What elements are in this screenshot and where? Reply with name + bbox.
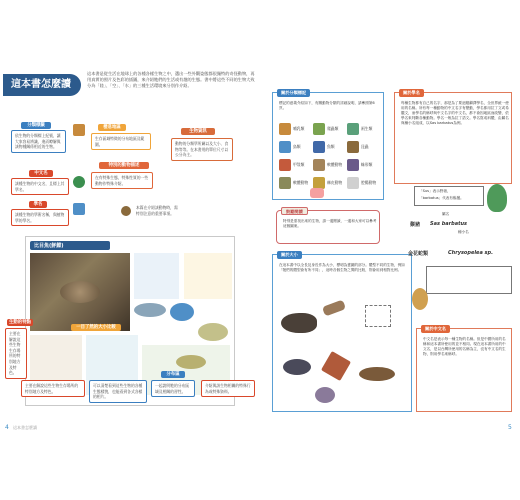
highlight-tag: 生動的特點 [7,319,33,326]
category-icon-label: 蛛形類 [361,162,373,167]
icons-intro: 標記的意義介紹如下，有關動物分類的詳細說明，請參照第6頁。 [279,101,375,110]
bubble-header: 鼓勵閱讀 [281,207,308,215]
category-icon [279,159,291,171]
compare-note: 一起說明牠的分布區域及相關的習性。 [151,380,195,397]
category-icon [279,141,291,153]
scinames-text: 每種生物都有自己的名字，那是為了要迴避翻譯學名，全世界統一使用的名稱。所有每一種動物的中文名字有變動，學名都用拉丁文或希臘文，而學名的稱呼與中文名字的中文名，都不會因地區而改變，依學名來判斷各種動物。學名一般為拉丁語文。學名寫成斜體，由屬名與種小名組成，以Sas barbatus為例。 [401,101,509,125]
shrew-illustration [283,359,311,375]
category-icon-label: 腔腸動物 [361,180,377,185]
category-icon-label: 甲殼類 [293,162,305,167]
category-icon-label: 魚類 [327,144,335,149]
fish-illustration-3 [198,323,228,341]
compare-tag: 分布區 [161,371,185,378]
fish-icon [73,203,85,215]
category-icon-label: 棘皮動物 [327,180,343,185]
distribution-tag: 棲息地區 [98,124,126,131]
category-icon-label: 兩生類 [361,126,373,131]
description-note: 動物的分類學所屬以及大小、食物等等。在本書用的單位尺寸以公分為主。 [171,138,233,161]
reptile-icon [73,176,85,188]
bottom-mid-note: 可以清楚看到這些生物的各種生態樣貌，也能看到各式各樣的相片。 [89,380,147,403]
lizard-illustration [359,367,395,381]
category-icon [279,123,291,135]
fish-illustration-2 [170,303,194,321]
sp-quote-box [426,266,512,294]
page-number: 4 [5,424,9,431]
scinames-header: 關於學名 [399,89,424,97]
size-header: 關於大小 [277,251,302,259]
dinosaur-mascot-icon [487,184,507,212]
description-tag: 生物資訊 [181,128,215,135]
category-icon-label: 鳥類 [293,144,301,149]
category-note: 依生物的分類標上紀號，讓大家容易辨識，進而瞭解與該物種關係相近的生物。 [11,130,66,153]
page-number-right: 5 [508,424,512,431]
fish-illustration [134,303,166,317]
chinese-name-note: 該種生物的中文名，且標上其學名。 [11,178,69,195]
category-icon-label: 軟體動物 [327,162,343,167]
chinese-name-panel [416,328,512,412]
scientific-tag: 學名 [29,201,47,208]
lobster-illustration [321,351,351,381]
chinese-name-tag: 中文名 [29,170,53,177]
sas-name-sci: Sas barbatus [430,221,467,227]
scinames-panel [394,92,512,184]
category-icon [313,141,325,153]
icons-panel [272,92,384,200]
chrysopelea-name-zh: 金花蛇類 [408,251,429,257]
intro-text: 這本書是從生活在地球上的各種各樣生物之中，選出一些外觀姿態都很獨特的奇怪動物，再用真實的照片及色彩的插圖，來介紹牠們的生活或有趣的生態。書中將這些不同的生物大致分為「陸」、「空」、「水」的三種生活環境來分別作介紹。 [87,71,255,89]
icon-grid [279,123,383,197]
mammal-icon [73,124,85,136]
category-icon [279,177,291,189]
left-page [3,66,258,436]
deer-illustration [322,300,346,317]
category-icon [347,141,359,153]
page-title: 這本書怎麼讀 [3,74,81,96]
bird-mascot-icon [412,288,428,310]
chrysopelea-name-sci: Chrysopelea sp. [448,250,494,256]
category-icon [347,159,359,171]
category-icon-label: 爬蟲類 [327,126,339,131]
category-tag: 分類標籤 [21,122,51,129]
flatfish-photo [30,253,130,331]
scientific-note: 該種生物的學術名稱，與植物學的學名。 [11,209,69,226]
chinese-header: 關於中文名 [421,325,450,333]
size-panel [272,254,412,412]
boar-illustration [281,313,317,333]
right-page: 關於分類標記 標記的意義介紹如下，有關動物分類的詳細說明，請參照第6頁。 哺乳類 爬蟲類 兩生類 鳥類 魚類 昆蟲 甲殼類 軟體動物 蛛形類 軟體動物 棘皮動物 腔腸動物 鼓勵閱讀 特別是需找出來的生物，請一邊閱讀，一邊和大家可以參考這個圖案。 關於大小 在這本書中以全長及身長作為大小，標明為畫圖的部分。體型不同的生物，例如「牠們的體型會有所不同」，這時各個生物之間的比較，則會用到相對比例。 關於學名 每種生物都有自己的名字，那是為了要迴避翻譯學名，全世界統一使用的名稱。所有每一種動物的中文名字有變動，學名都用拉丁文或希臘文，而學名的稱呼與中文名字的中文名，都不會因地區而改變，依學名來判斷各種動物。學名一般為拉丁語文。學名寫成斜體，由屬名與種小名組成，以Sas barbatus為例。 「Sus」表示野豬， 「barbatus」代表有鬍鬚。 屬名 鬃豬 Sas barbatus 種小名 金花蛇類 Chrysopelea sp. 關於中文名 中文名是表示每一種生物的名稱。但是中國所用的名稱和這本書所使用的並不相同。現在這本書所用的中文名，是以台灣所使用的名稱為主，沒有中文名的生物，則用學名來稱呼。 5 [262,66,517,436]
icons-header: 關於分類標記 [277,89,310,97]
size-text: 在這本書中以全長及身長作為大小，標明為畫圖的部分。體型不同的生物，例如「牠們的體型會有所不同」，這時各個生物之間的比較，則會用到相對比例。 [279,263,405,272]
chinese-text: 中文名是表示每一種生物的名稱。但是中國所用的名稱和這本書所使用的並不相同。現在這本書所用的中文名，是以台灣所使用的名稱為主，沒有中文名的生物，則用學名來稱呼。 [423,337,506,356]
special-note: 在有特殊生態，特殊性質的一些動物作特殊介紹。 [91,172,153,189]
category-icon-label: 哺乳類 [293,126,305,131]
category-icon-label: 昆蟲 [361,144,369,149]
category-icon [347,123,359,135]
mascot-icon [310,188,324,198]
sas-quote-box: 「Sus」表示野豬， 「barbatus」代表有鬍鬚。 [414,186,484,206]
reading-tip-box [276,210,380,244]
category-icon [313,159,325,171]
footer-text: 這本書怎麼讀 [13,425,37,430]
sample-title: 比目魚(鮃鰈) [34,243,64,249]
mascot-note: 本篇在介紹該動物時，需特別注意的重要事項。 [133,203,183,218]
size-tag: 一目了然的大小比較 [71,324,121,331]
bottom-left-note: 主要在解說這些生物生存場所的特別地方及特色。 [21,380,85,397]
category-icon-label: 軟體動物 [293,180,309,185]
highlight-note: 主要在解說這些生物生存場所的特別地方及特色。 [5,328,27,379]
distribution-note: 生存區域特徵的分布地區及範圍。 [91,133,151,150]
feature-note: 介紹與該生物相關的特殊行為或特殊資料。 [201,380,255,397]
bubble-text: 特別是需找出來的生物，請一邊閱讀，一邊和大家可以參考這個圖案。 [283,219,377,228]
category-icon [347,177,359,189]
mascot-icon [121,206,131,216]
special-tag: 特別的動物描述 [99,162,149,169]
category-icon [313,123,325,135]
sas-name-zh: 鬃豬 [410,222,421,228]
snail-illustration [315,387,335,403]
